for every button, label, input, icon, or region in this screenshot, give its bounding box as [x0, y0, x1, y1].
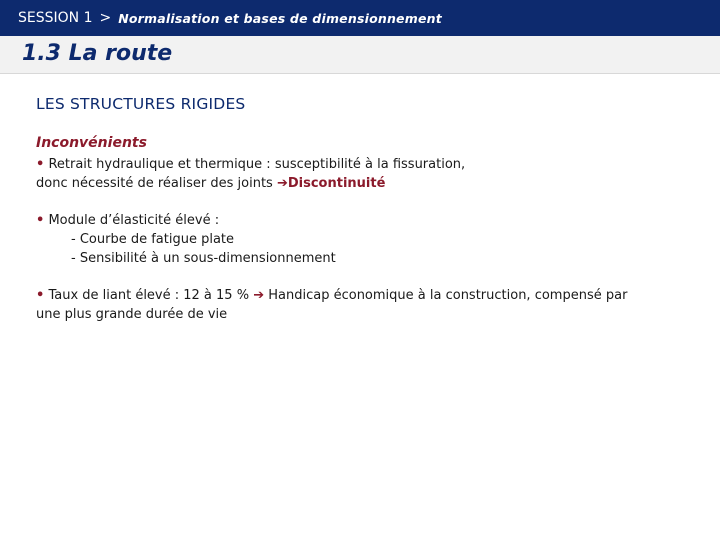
bullet-retrait	[36, 155, 686, 193]
slide-content	[36, 95, 686, 324]
session-label: SESSION 1	[18, 10, 93, 26]
bullet-text-continued: une plus grande durée de vie	[36, 307, 228, 322]
bullet-text: Retrait hydraulique et thermique : susceptibilité à la fissuration,	[48, 157, 466, 172]
arrow-right-icon: ➔	[253, 288, 265, 303]
section-title: 1.3 La route	[22, 41, 173, 66]
bullet-text-after-arrow: Handicap économique à la construction, compensé par	[268, 288, 628, 303]
arrow-right-icon: ➔	[276, 176, 288, 191]
content-subheading: Inconvénients	[36, 135, 147, 151]
bullet-taux-liant	[36, 286, 686, 324]
bullet-text: Taux de liant élevé : 12 à 15 %	[48, 288, 250, 303]
top-banner	[0, 0, 720, 36]
bullet-text-continued: donc nécessité de réaliser des joints	[36, 176, 273, 191]
bullet-icon: •	[36, 213, 45, 228]
session-subtitle: Normalisation et bases de dimensionnement	[118, 10, 442, 26]
bullet-icon: •	[36, 157, 45, 172]
breadcrumb-separator: >	[99, 10, 112, 26]
bullet-icon: •	[36, 288, 45, 303]
emphasis-text: Discontinuité	[287, 176, 386, 191]
content-heading: LES STRUCTURES RIGIDES	[36, 95, 246, 113]
sub-item-fatigue: - Courbe de fatigue plate	[71, 232, 235, 247]
bullet-text: Module d’élasticité élevé :	[48, 213, 220, 228]
bullet-module	[36, 211, 686, 268]
sub-item-sensibilite: - Sensibilité à un sous-dimensionnement	[71, 251, 336, 266]
